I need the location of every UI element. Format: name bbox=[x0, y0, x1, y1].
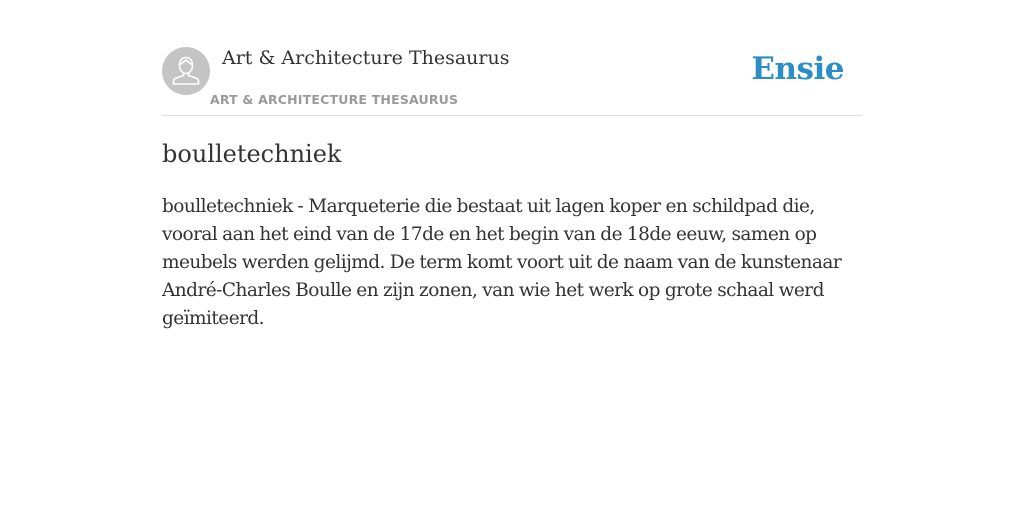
term-title: boulletechniek bbox=[162, 140, 342, 168]
entry-header bbox=[162, 46, 862, 116]
ensie-logo[interactable]: Ensie bbox=[751, 51, 844, 87]
avatar[interactable] bbox=[162, 47, 210, 95]
entry-card bbox=[162, 46, 862, 333]
user-silhouette-icon bbox=[162, 47, 210, 95]
source-tag[interactable]: ART & ARCHITECTURE THESAURUS bbox=[210, 92, 459, 107]
term-definition: boulletechniek - Marqueterie die bestaat uit lagen koper en schildpad die, vooral aan het eind van de 17de en het begin van de 18de eeuw, samen op meubels werden gelijmd. De term komt voort uit de naam van de kunstenaar André-Charles Boulle en zijn zonen, van wie het werk op grote schaal werd geïmiteerd. bbox=[162, 196, 842, 329]
author-name[interactable]: Art & Architecture Thesaurus bbox=[222, 47, 510, 69]
